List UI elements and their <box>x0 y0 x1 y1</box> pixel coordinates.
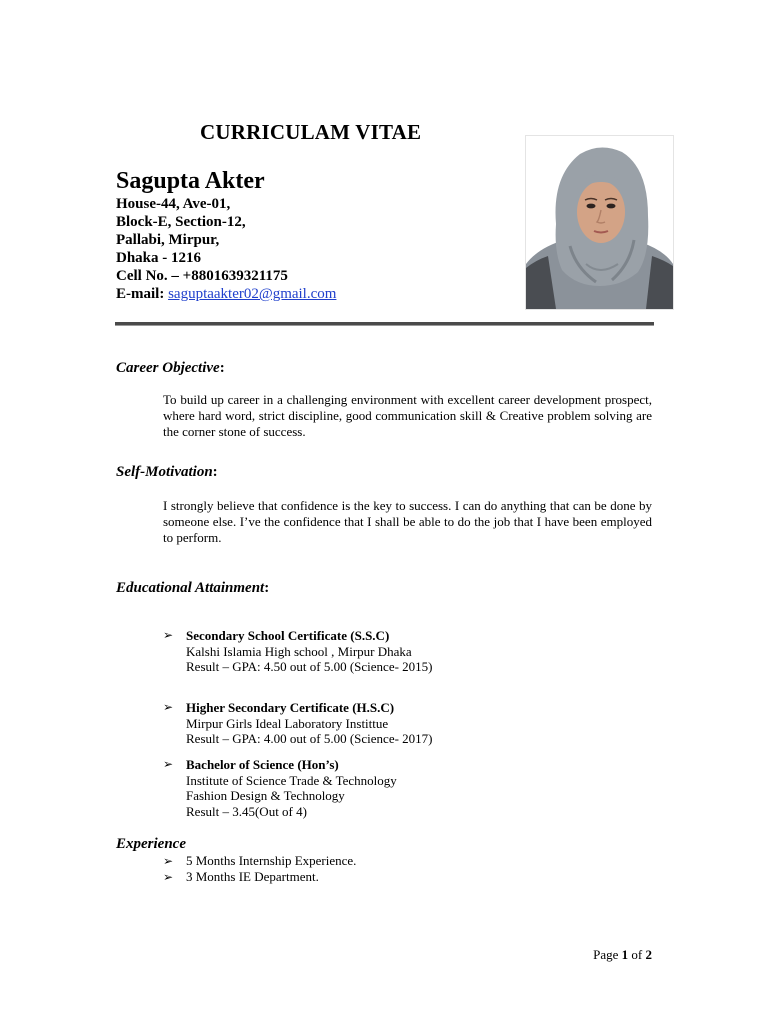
degree-name: Secondary School Certificate (S.S.C) <box>186 628 390 643</box>
cell-number: Cell No. – +8801639321175 <box>116 268 288 284</box>
degree-name: Higher Secondary Certificate (H.S.C) <box>186 700 395 715</box>
email-row <box>116 285 336 303</box>
experience-item <box>163 869 563 885</box>
self-motivation-heading <box>116 464 218 481</box>
page-number <box>593 947 652 963</box>
total-pages: 2 <box>645 947 652 962</box>
arrow-bullet-icon: ➢ <box>163 870 174 884</box>
page-label: Page <box>593 947 619 962</box>
education-title: Educational Attainment <box>116 580 265 596</box>
heading-colon: : <box>264 580 270 596</box>
experience-list <box>163 853 563 885</box>
experience-text: 5 Months Internship Experience. <box>186 853 357 868</box>
self-motivation-title: Self-Motivation <box>116 464 213 480</box>
arrow-bullet-icon: ➢ <box>163 628 174 642</box>
address-line-1: House-44, Ave-01, <box>116 196 231 212</box>
email-link[interactable]: saguptaakter02@gmail.com <box>168 286 337 302</box>
degree-name: Bachelor of Science (Hon’s) <box>186 757 339 772</box>
education-item <box>163 628 643 676</box>
career-objective-text: To build up career in a challenging environment with excellent career development prospect, where hard word, strict discipline, good communication skill & Creative problem solving are the corner stone of success. <box>163 392 652 439</box>
education-item <box>163 757 643 821</box>
address-line-4: Dhaka - 1216 <box>116 250 202 266</box>
institution-name: Institute of Science Trade & Technology <box>186 772 397 788</box>
education-heading <box>116 580 269 597</box>
of-label: of <box>631 947 643 962</box>
address-line-2: Block-E, Section-12, <box>116 214 246 230</box>
portrait-illustration <box>526 136 673 309</box>
arrow-bullet-icon: ➢ <box>163 700 174 714</box>
heading-colon: : <box>219 360 225 376</box>
arrow-bullet-icon: ➢ <box>163 854 174 868</box>
subject-name: Fashion Design & Technology <box>186 788 345 803</box>
education-item <box>163 700 643 748</box>
institution-name: Mirpur Girls Ideal Laboratory Instittue <box>186 715 389 731</box>
career-objective-title: Career Objective <box>116 360 220 376</box>
email-label: E-mail: <box>116 286 165 302</box>
contact-block <box>116 195 336 303</box>
self-motivation-text: I strongly believe that confidence is the key to success. I can do anything that can be done by someone else. I’ve the confidence that I shall be able to do the job that I have been employed to perform. <box>163 498 652 545</box>
institution-name: Kalshi Islamia High school , Mirpur Dhaka <box>186 643 412 659</box>
result-text: Result – GPA: 4.50 out of 5.00 (Science- 2015) <box>186 659 433 674</box>
current-page: 1 <box>621 947 629 962</box>
arrow-bullet-icon: ➢ <box>163 757 174 771</box>
header-divider <box>115 322 654 326</box>
experience-item <box>163 853 563 869</box>
applicant-name: Sagupta Akter <box>116 168 265 194</box>
address-line-3: Pallabi, Mirpur, <box>116 232 220 248</box>
experience-heading: Experience <box>116 836 186 852</box>
document-title: CURRICULAM VITAE <box>200 120 422 144</box>
heading-colon: : <box>212 464 218 480</box>
profile-photo <box>525 135 674 310</box>
result-text: Result – GPA: 4.00 out of 5.00 (Science- 2017) <box>186 731 433 746</box>
experience-text: 3 Months IE Department. <box>186 869 319 884</box>
career-objective-heading <box>116 360 225 377</box>
result-text: Result – 3.45(Out of 4) <box>186 803 307 819</box>
